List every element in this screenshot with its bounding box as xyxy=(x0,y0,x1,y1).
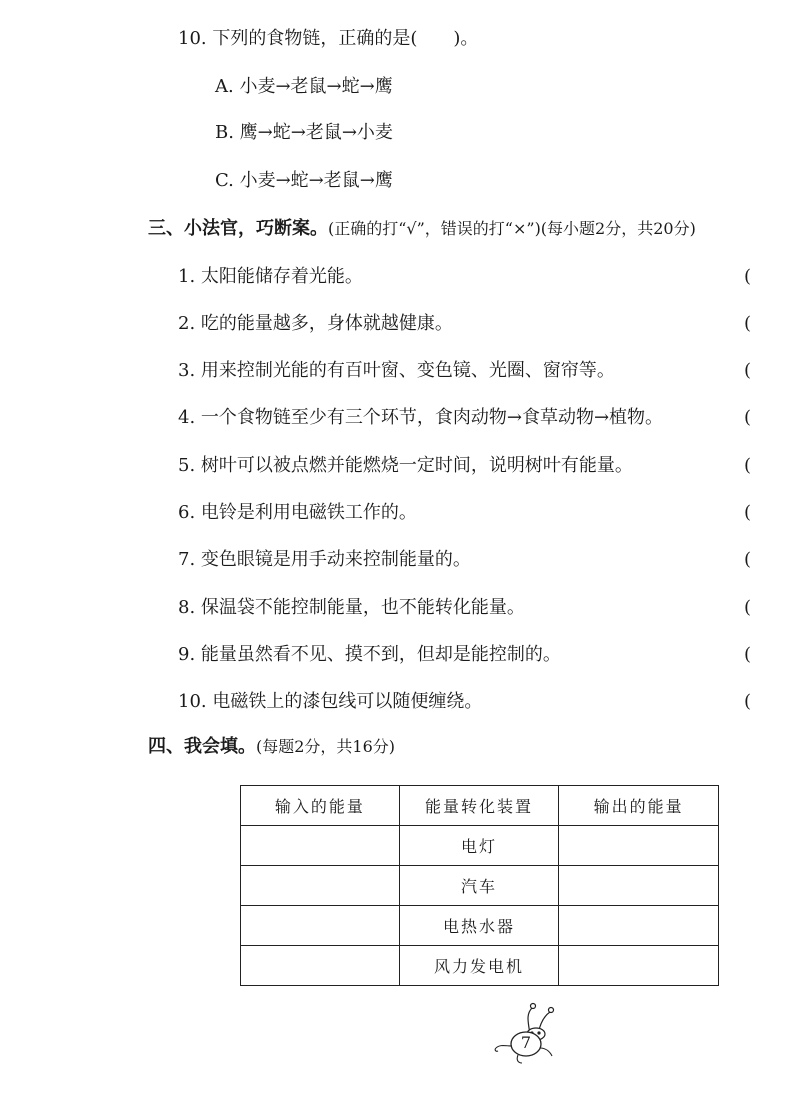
answer-paren-5: ( xyxy=(744,455,752,476)
header-input-energy: 输入的能量 xyxy=(241,786,400,826)
output-energy-cell[interactable] xyxy=(559,946,719,986)
section-4-heading: 四、我会填。 xyxy=(148,736,256,757)
header-output-energy: 输出的能量 xyxy=(559,786,719,826)
tf-item-10: 10. 电磁铁上的漆包线可以随便缠绕。 xyxy=(178,691,483,712)
tf-item-7: 7. 变色眼镜是用手动来控制能量的。 xyxy=(178,549,471,570)
table-row xyxy=(241,906,719,946)
section-3-title xyxy=(148,217,696,241)
answer-paren-4: ( xyxy=(744,407,752,428)
tf-item-5: 5. 树叶可以被点燃并能燃烧一定时间，说明树叶有能量。 xyxy=(178,455,633,476)
tf-item-4: 4. 一个食物链至少有三个环节，食肉动物→食草动物→植物。 xyxy=(178,407,664,428)
tf-item-2: 2. 吃的能量越多，身体就越健康。 xyxy=(178,313,453,334)
answer-paren-6: ( xyxy=(744,502,752,523)
section-4-title xyxy=(148,735,395,759)
output-energy-cell[interactable] xyxy=(559,826,719,866)
device-cell: 风力发电机 xyxy=(399,946,559,986)
section-3-note: (正确的打“√”，错误的打“×”)(每小题2分，共20分) xyxy=(328,219,696,238)
tf-item-3: 3. 用来控制光能的有百叶窗、变色镜、光圈、窗帘等。 xyxy=(178,360,615,381)
question-10-option-c: C. 小麦→蛇→老鼠→鹰 xyxy=(215,170,393,191)
tf-item-6: 6. 电铃是利用电磁铁工作的。 xyxy=(178,502,417,523)
device-cell: 汽车 xyxy=(399,866,559,906)
energy-conversion-table xyxy=(240,785,719,986)
question-10-stem: 10. 下列的食物链，正确的是( )。 xyxy=(178,28,479,49)
device-cell: 电灯 xyxy=(399,826,559,866)
answer-paren-2: ( xyxy=(744,313,752,334)
output-energy-cell[interactable] xyxy=(559,866,719,906)
tf-item-8: 8. 保温袋不能控制能量，也不能转化能量。 xyxy=(178,597,525,618)
input-energy-cell[interactable] xyxy=(241,866,400,906)
answer-paren-3: ( xyxy=(744,360,752,381)
table-row xyxy=(241,826,719,866)
answer-paren-9: ( xyxy=(744,644,752,665)
page-number: 7 xyxy=(520,1033,532,1052)
question-10-option-a: A. 小麦→老鼠→蛇→鹰 xyxy=(215,76,393,97)
question-10-option-b: B. 鹰→蛇→老鼠→小麦 xyxy=(215,122,393,143)
section-3-heading: 三、小法官，巧断案。 xyxy=(148,218,328,239)
table-row xyxy=(241,866,719,906)
answer-paren-10: ( xyxy=(744,691,752,712)
input-energy-cell[interactable] xyxy=(241,906,400,946)
header-conversion-device: 能量转化装置 xyxy=(399,786,559,826)
table-row xyxy=(241,946,719,986)
tf-item-1: 1. 太阳能储存着光能。 xyxy=(178,266,363,287)
answer-paren-7: ( xyxy=(744,549,752,570)
table-header-row xyxy=(241,786,719,826)
input-energy-cell[interactable] xyxy=(241,826,400,866)
input-energy-cell[interactable] xyxy=(241,946,400,986)
section-4-note: (每题2分，共16分) xyxy=(256,737,396,756)
device-cell: 电热水器 xyxy=(399,906,559,946)
answer-paren-1: ( xyxy=(744,266,752,287)
output-energy-cell[interactable] xyxy=(559,906,719,946)
tf-item-9: 9. 能量虽然看不见、摸不到，但却是能控制的。 xyxy=(178,644,561,665)
answer-paren-8: ( xyxy=(744,597,752,618)
